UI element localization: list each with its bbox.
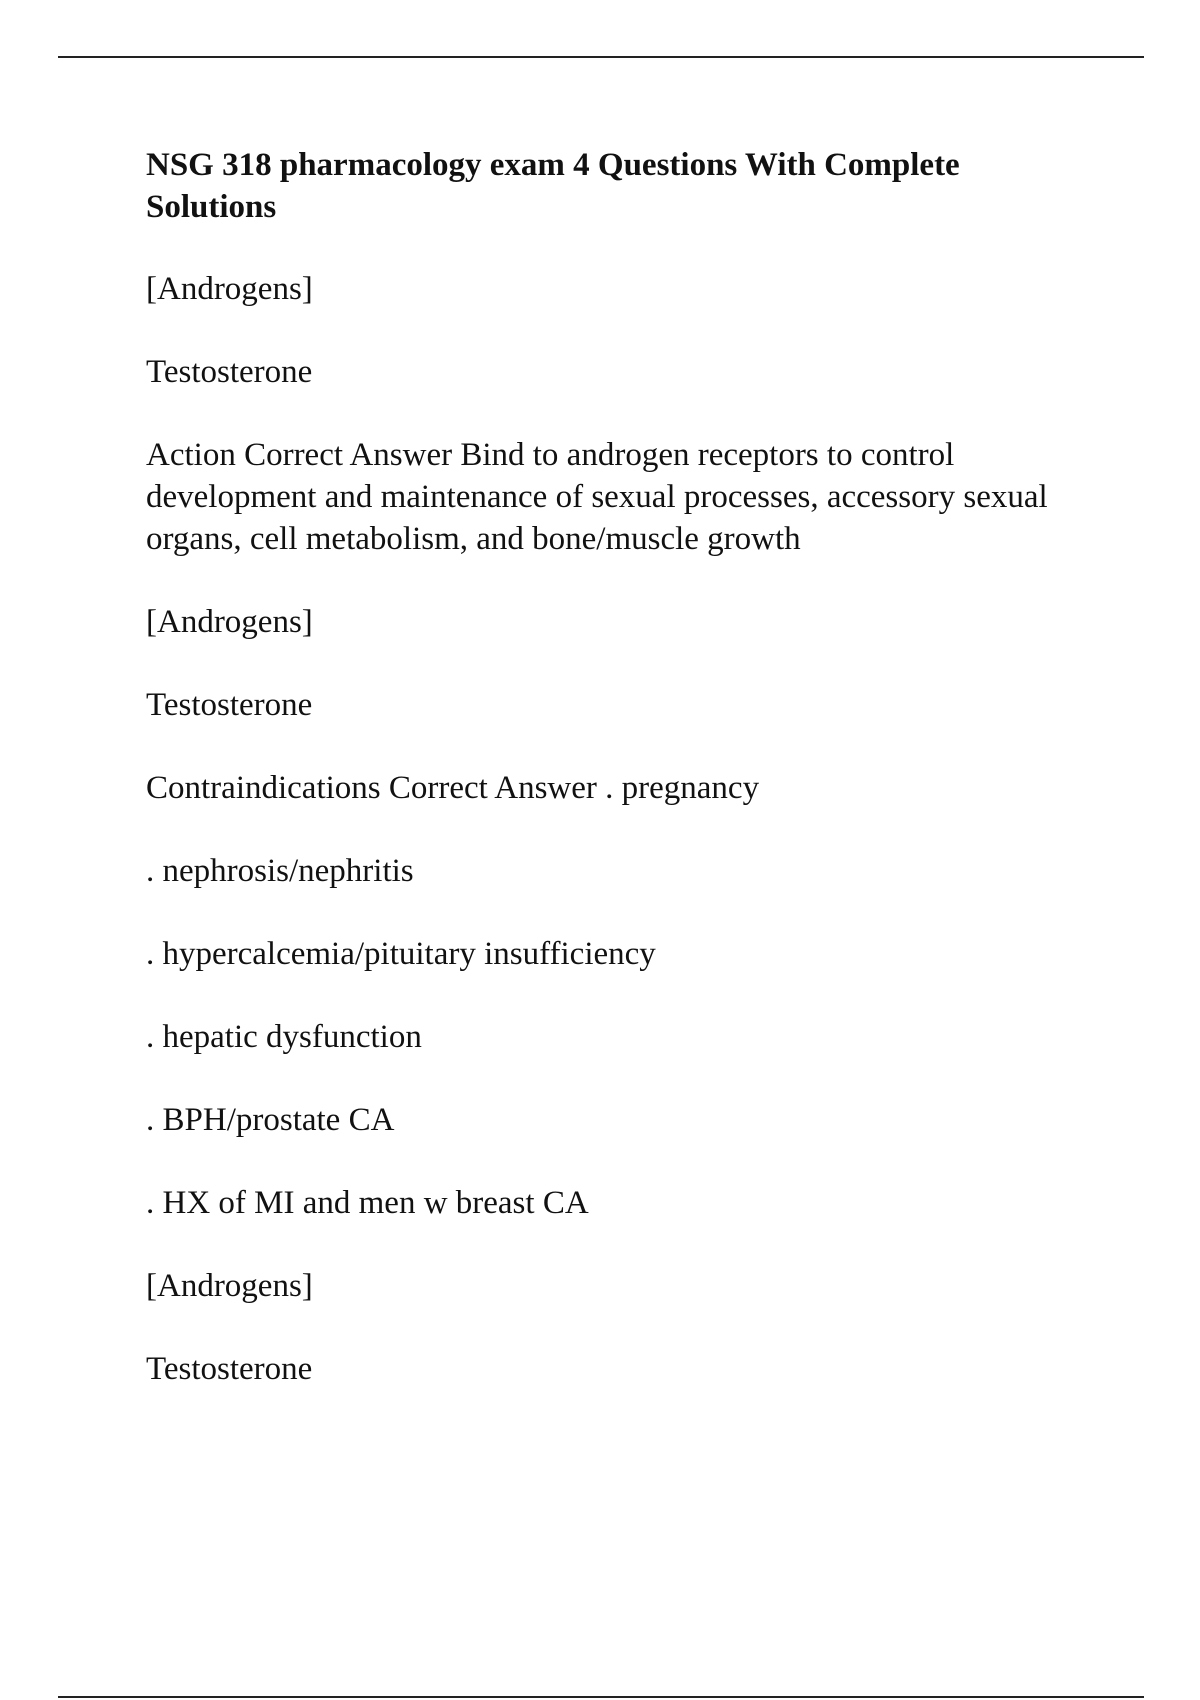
question-answer: Contraindications Correct Answer . pregnancy (146, 770, 760, 806)
footer-rule (58, 1696, 1144, 1698)
document-title: NSG 318 pharmacology exam 4 Questions With Complete Solutions (146, 147, 960, 225)
category-label: [Androgens] (146, 604, 313, 640)
document-body (146, 144, 1086, 1431)
drug-name: Testosterone (146, 354, 313, 390)
category-label: [Androgens] (146, 271, 313, 307)
drug-name: Testosterone (146, 687, 313, 723)
answer-list-item: . BPH/prostate CA (146, 1102, 395, 1138)
category-label: [Androgens] (146, 1268, 313, 1304)
answer-list-item: . nephrosis/nephritis (146, 853, 414, 889)
question-answer: Action Correct Answer Bind to androgen receptors to control development and maintenance of sexual processes, accessory sexual organs, cell metabolism, and bone/muscle growth (146, 437, 1048, 557)
answer-list-item: . hepatic dysfunction (146, 1019, 422, 1055)
header-rule (58, 56, 1144, 58)
answer-list-item: . HX of MI and men w breast CA (146, 1185, 589, 1221)
answer-list-item: . hypercalcemia/pituitary insufficiency (146, 936, 656, 972)
drug-name: Testosterone (146, 1351, 313, 1387)
